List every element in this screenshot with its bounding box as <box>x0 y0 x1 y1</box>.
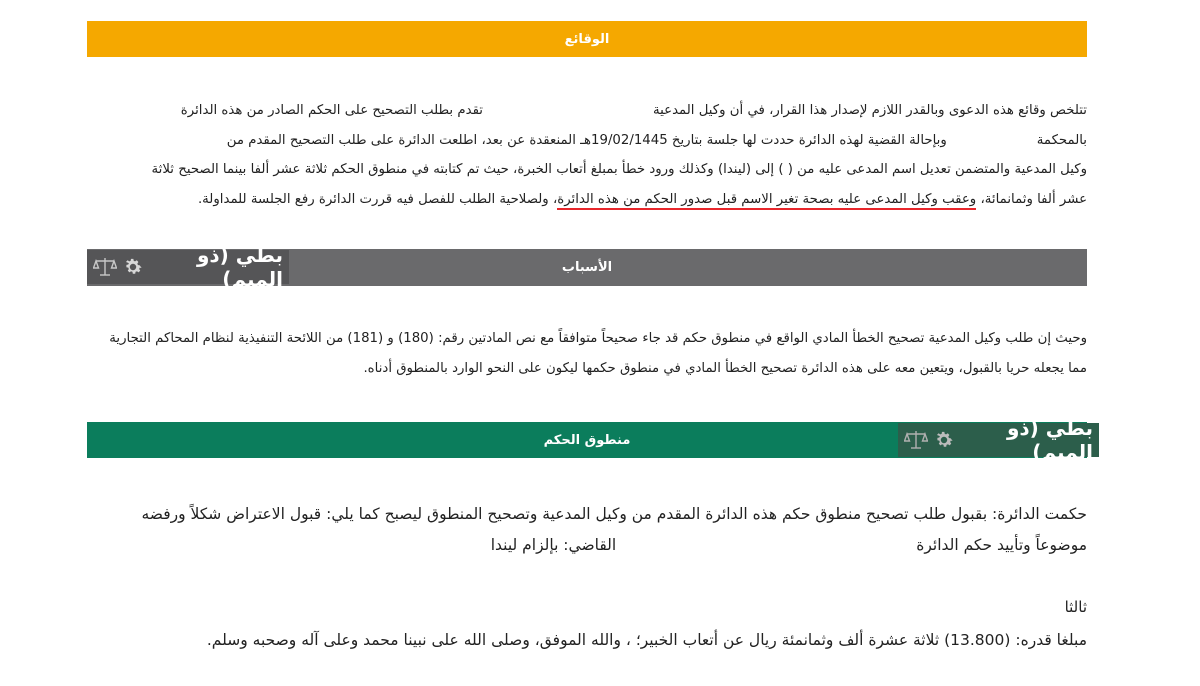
facts-line-4 <box>87 185 1087 215</box>
facts-line-3: وكيل المدعية والمتضمن تعديل اسم المدعى عليه من ( ) إلى (ليندا) وكذلك ورود خطأ بمبلغ أتعاب الخبرة، حيث تم كتابته في منطوق الحكم ثلاثة عشر ألفا بينما الصحيح ثلاثة <box>151 162 1087 177</box>
scales-icon <box>904 429 928 451</box>
verdict-line-2 <box>87 530 1087 561</box>
facts-line-2-a: بالمحكمة <box>1036 132 1087 148</box>
facts-line-1 <box>87 96 1087 126</box>
verdict-line-2-a: موضوعاً وتأييد حكم الدائرة <box>916 536 1087 554</box>
reasons-line-2: مما يجعله حريا بالقبول، ويتعين معه على هذه الدائرة تصحيح الخطأ المادي في منطوق حكمها ليكون على النحو الوارد بالمنطوق أدناه. <box>363 360 1087 376</box>
facts-line-1-b: تقدم بطلب التصحيح على الحكم الصادر من هذه الدائرة <box>180 103 483 118</box>
scales-icon <box>93 256 117 278</box>
facts-paragraph <box>87 96 1087 214</box>
facts-line-4-b: ، ولصلاحية الطلب للفصل فيه قررت الدائرة رفع الجلسة للمداولة. <box>197 191 558 207</box>
facts-line-2-b: وبإحالة القضية لهذه الدائرة حددت لها جلسة بتاريخ 19/02/1445هـ المنعقدة عن بعد، اطلعت الدائرة على طلب التصحيح المقدم من <box>226 132 947 148</box>
watermark-text: بطي (ذو الميم) <box>196 243 283 291</box>
facts-line-2 <box>87 126 1087 156</box>
reasons-section-title: الأسباب <box>561 260 613 275</box>
verdict-paragraph <box>87 499 1087 561</box>
gear-icon <box>122 256 144 278</box>
facts-line-1-a: تتلخص وقائع هذه الدعوى وبالقدر اللازم لإصدار هذا القرار، في أن وكيل المدعية <box>653 103 1087 118</box>
facts-section-title: الوقائع <box>564 31 610 47</box>
verdict-third-label: ثالثا <box>1064 598 1087 616</box>
verdict-line-2-b: القاضي: بإلزام ليندا <box>490 536 617 554</box>
verdict-line-1: حكمت الدائرة: بقبول طلب تصحيح منطوق حكم هذه الدائرة المقدم من وكيل المدعية وتصحيح المنطوق ليصبح كما يلي: قبول الاعتراض شكلاً ورفضه <box>141 505 1087 523</box>
reasons-paragraph <box>87 324 1087 383</box>
watermark-reasons <box>87 243 289 291</box>
watermark-verdict <box>898 416 1099 464</box>
facts-section-header <box>87 21 1087 57</box>
gear-icon <box>933 429 955 451</box>
facts-line-4-a: عشر ألفا وثمانمائة، <box>980 191 1087 207</box>
verdict-amount-line: مبلغا قدره: (13.800) ثلاثة عشرة ألف وثمانمئة ريال عن أتعاب الخبير؛ ، والله الموفق، وصلى الله على نبينا محمد وعلى آله وصحبه وسلم. <box>206 631 1087 649</box>
watermark-text: بطي (ذو الميم) <box>1006 416 1093 464</box>
highlighted-statement: وعقب وكيل المدعى عليه بصحة تغير الاسم قبل صدور الحكم من هذه الدائرة <box>557 192 976 210</box>
reasons-line-1: وحيث إن طلب وكيل المدعية تصحيح الخطأ المادي الواقع في منطوق حكم قد جاء صحيحاً متوافقاً مع نص المادتين رقم: (180) و (181) من اللائحة التنفيذية لنظام المحاكم التجارية <box>109 331 1087 346</box>
verdict-section-title: منطوق الحكم <box>543 432 631 448</box>
